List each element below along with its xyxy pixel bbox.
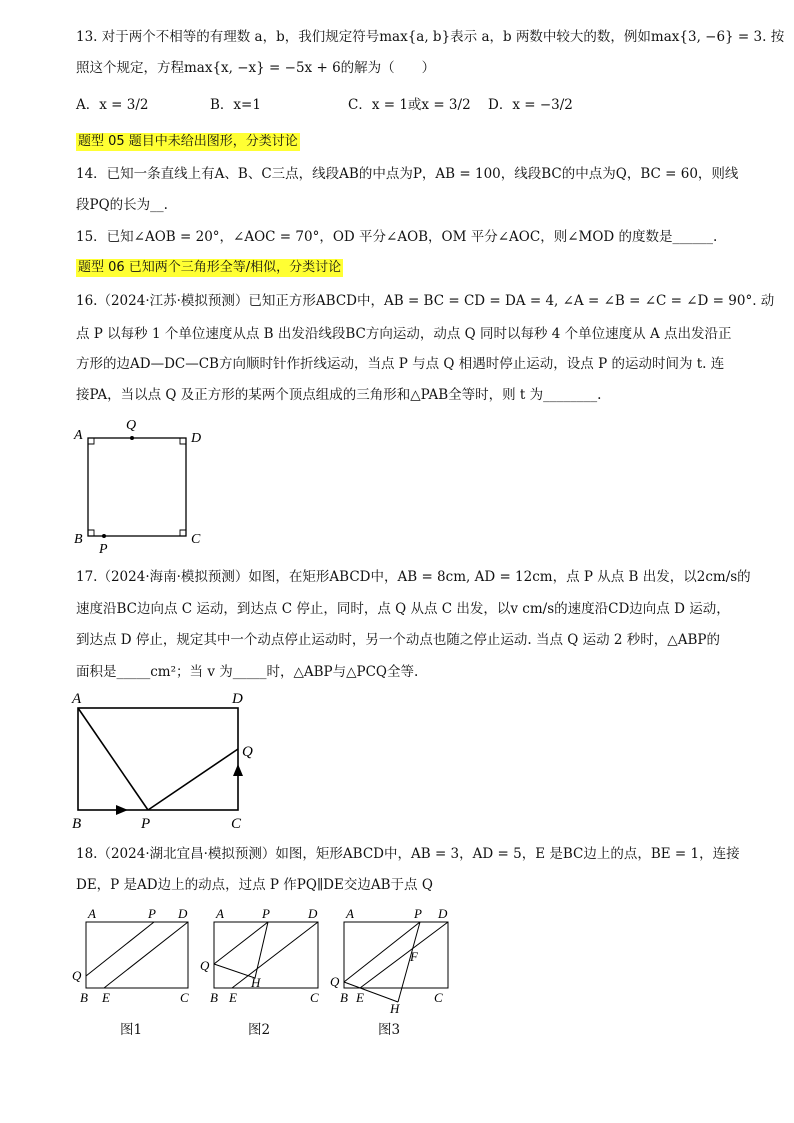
q17-line4: 面积是_____cm²；当 v 为_____时，△ABP与△PCQ全等. xyxy=(76,664,419,680)
fig1-label-q: Q xyxy=(72,968,82,983)
q18-figure-1 xyxy=(70,904,196,1008)
q16-square-figure xyxy=(68,414,218,556)
fig1-label-c: C xyxy=(180,990,189,1005)
q13-line2: 照这个规定，方程max{x, −x} = −5x + 6的解为（ ） xyxy=(76,60,436,76)
q16-label-q: Q xyxy=(126,418,137,433)
fig1-label-a: A xyxy=(88,906,96,921)
q14-line2: 段PQ的长为__. xyxy=(76,197,168,213)
fig2-label-c: C xyxy=(310,990,319,1005)
q13-line1: 13. 对于两个不相等的有理数 a，b，我们规定符号max{a, b}表示 a，b 两数中较大的数，例如max{3, −6} = 3. 按 xyxy=(76,29,785,45)
q17-rectangle-figure xyxy=(66,688,262,834)
q17-label-b: B xyxy=(72,816,82,832)
q13-option-d: D．x = −3/2 xyxy=(488,97,573,113)
fig1-label-e: E xyxy=(102,990,110,1005)
q17-label-a: A xyxy=(72,691,82,707)
fig2-label-b: B xyxy=(210,990,218,1005)
q14-line1: 14．已知一条直线上有A、B、C三点，线段AB的中点为P，AB = 100，线段BC的中点为Q，BC = 60，则线 xyxy=(76,166,739,182)
q17-line1: 17.（2024·海南·模拟预测）如图，在矩形ABCD中，AB = 8cm, AD = 12cm，点 P 从点 B 出发，以2cm/s的 xyxy=(76,569,751,585)
q16-line2: 点 P 以每秒 1 个单位速度从点 B 出发沿线段BC方向运动，动点 Q 同时以每秒 4 个单位速度从 A 点出发沿正 xyxy=(76,326,732,342)
q17-label-p: P xyxy=(141,816,151,832)
fig3-label-c: C xyxy=(434,990,443,1005)
q17-line2: 速度沿BC边向点 C 运动，到达点 C 停止，同时，点 Q 从点 C 出发，以v cm/s的速度沿CD边向点 D 运动， xyxy=(76,601,730,617)
fig3-label-e: E xyxy=(356,990,364,1005)
q15-line1: 15．已知∠AOB = 20°，∠AOC = 70°，OD 平分∠AOB，OM 平分∠AOC，则∠MOD 的度数是______. xyxy=(76,229,718,245)
q18-figure-3 xyxy=(328,904,460,1016)
fig2-label-e: E xyxy=(229,990,237,1005)
fig3-label-h: H xyxy=(390,1001,400,1016)
q18-figure-2-caption: 图2 xyxy=(248,1022,271,1038)
q17-label-d: D xyxy=(232,691,243,707)
fig3-label-b: B xyxy=(340,990,348,1005)
type05-heading: 题型 05 题目中未给出图形，分类讨论 xyxy=(78,134,298,149)
type06-heading: 题型 06 已知两个三角形全等/相似，分类讨论 xyxy=(78,260,342,275)
fig3-label-a: A xyxy=(346,906,354,921)
q17-line3: 到达点 D 停止，规定其中一个动点停止运动时，另一个动点也随之停止运动. 当点 Q 运动 2 秒时，△ABP的 xyxy=(76,632,720,648)
q16-line3: 方形的边AD—DC—CB方向顺时针作折线运动，当点 P 与点 Q 相遇时停止运动，设点 P 的运动时间为 t. 连 xyxy=(76,356,725,372)
q13-option-a: A．x = 3/2 xyxy=(76,97,149,113)
q18-figure-2 xyxy=(198,904,328,1008)
q17-label-c: C xyxy=(231,816,242,832)
q16-line4: 接PA，当以点 Q 及正方形的某两个顶点组成的三角形和△PAB全等时，则 t 为________. xyxy=(76,387,602,403)
fig2-label-h: H xyxy=(251,975,261,990)
q18-figure-3-caption: 图3 xyxy=(378,1022,401,1038)
fig3-label-d: D xyxy=(438,906,448,921)
q13-option-c: C．x = 1或x = 3/2 xyxy=(348,97,471,113)
q16-label-p: P xyxy=(99,542,108,556)
fig3-label-f: F xyxy=(410,949,418,964)
q18-line2: DE，P 是AD边上的动点，过点 P 作PQ∥DE交边AB于点 Q xyxy=(76,877,433,893)
fig2-label-q: Q xyxy=(200,958,210,973)
q16-label-d: D xyxy=(191,431,202,446)
fig1-label-d: D xyxy=(178,906,188,921)
fig2-label-d: D xyxy=(308,906,318,921)
fig2-label-a: A xyxy=(216,906,224,921)
q16-line1: 16.（2024·江苏·模拟预测）已知正方形ABCD中，AB = BC = CD = DA = 4, ∠A = ∠B = ∠C = ∠D = 90°. 动 xyxy=(76,293,775,309)
q18-line1: 18.（2024·湖北宜昌·模拟预测）如图，矩形ABCD中，AB = 3，AD = 5，E 是BC边上的点，BE = 1，连接 xyxy=(76,846,740,862)
q17-label-q: Q xyxy=(242,744,253,760)
q16-label-a: A xyxy=(74,428,83,443)
q16-label-b: B xyxy=(74,532,83,547)
fig3-label-p: P xyxy=(414,906,422,921)
fig3-label-q: Q xyxy=(330,974,340,989)
q13-option-b: B．x=1 xyxy=(210,97,261,113)
q18-figure-1-caption: 图1 xyxy=(120,1022,143,1038)
q16-label-c: C xyxy=(191,532,201,547)
fig1-label-p: P xyxy=(148,906,156,921)
fig1-label-b: B xyxy=(80,990,88,1005)
fig2-label-p: P xyxy=(262,906,270,921)
